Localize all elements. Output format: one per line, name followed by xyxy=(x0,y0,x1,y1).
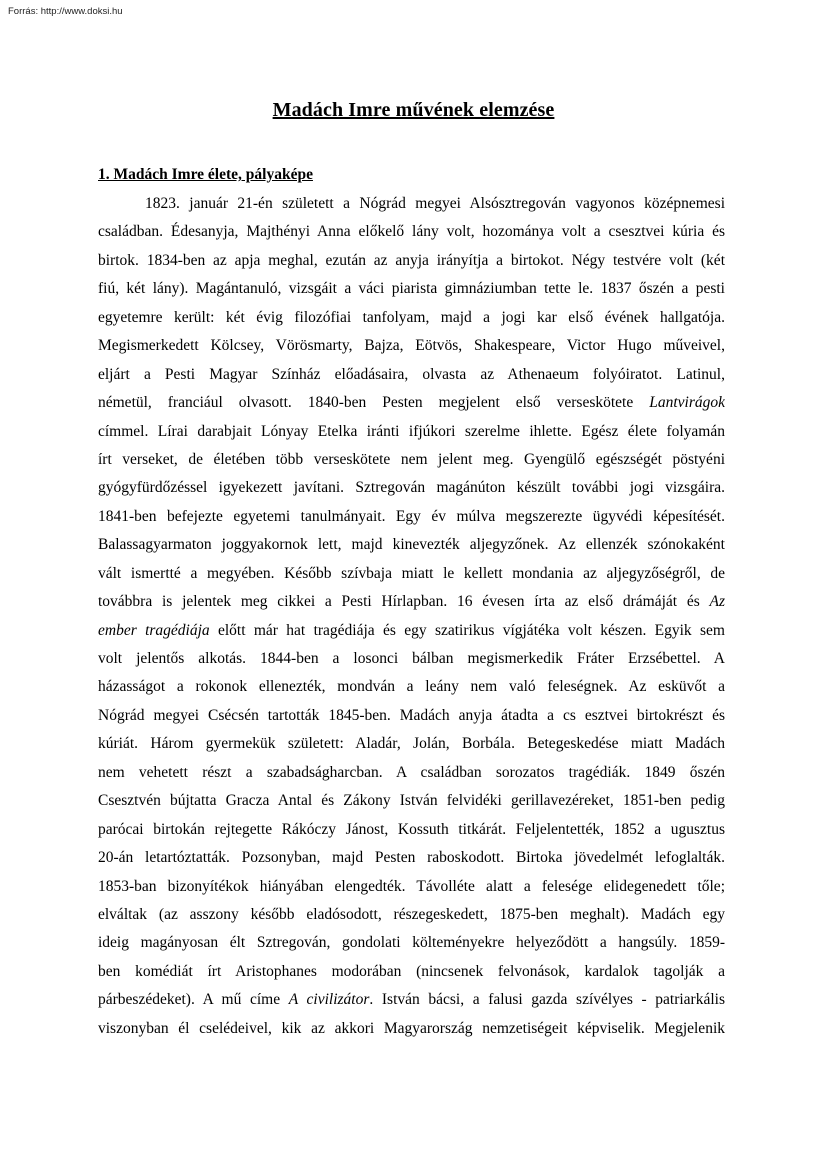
text-line xyxy=(98,1018,725,1046)
text-segment: Balassagyarmaton joggyakornok lett, majd kinevezték aljegyzőnek. Az ellenzék szónokaként xyxy=(98,536,725,554)
text-segment: fiú, két lány). Magántanuló, vizsgáit a váci piarista gimnáziumban tette le. 1837 őszén a pesti xyxy=(98,280,725,298)
text-segment: Nógrád megyei Csécsén tartották 1845-ben. Madách anyja átadta a cs esztvei birtokrészt és xyxy=(98,706,725,724)
text-segment: . István bácsi, a falusi gazda szívélyes - patriarkális xyxy=(369,991,725,1009)
text-segment: címmel. Lírai darabjait Lónyay Etelka iránti ifjúkori szerelme ihlette. Egész élete folyamán xyxy=(98,422,725,440)
text-segment: vált ismertté a megyében. Később szívbaja miatt le kellett mondania az aljegyzőségről, de xyxy=(98,564,725,582)
italic-title-text: ember tragédiája xyxy=(98,621,210,639)
text-line xyxy=(98,961,725,989)
text-line xyxy=(98,421,725,449)
text-segment: házasságot a rokonok ellenezték, mondván a leány nem való feleségnek. Az esküvőt a xyxy=(98,678,725,696)
text-line xyxy=(98,250,725,278)
italic-title-text: Az xyxy=(709,593,725,611)
text-line xyxy=(98,392,725,420)
text-segment: írt verseket, de életében több verseskötete nem jelent meg. Gyengülő egészségét pöstyéni xyxy=(98,450,725,468)
text-line xyxy=(98,221,725,249)
text-line xyxy=(98,790,725,818)
text-segment: továbbra is jelentek meg cikkei a Pesti Hírlapban. 16 évesen írta az első drámáját és xyxy=(98,593,710,611)
text-line xyxy=(98,620,725,648)
body-paragraph xyxy=(98,193,725,1046)
text-segment: elváltak (az asszony később eladósodott, részegeskedett, 1875-ben meghalt). Madách egy xyxy=(98,905,725,923)
text-line xyxy=(98,705,725,733)
text-line xyxy=(98,733,725,761)
text-line xyxy=(98,989,725,1017)
text-line xyxy=(98,563,725,591)
text-line xyxy=(98,932,725,960)
text-segment: 1853-ban bizonyítékok hiányában elengedték. Távolléte alatt a felesége elidegenedett tőle; xyxy=(98,877,725,895)
text-segment: nem vehetett részt a szabadságharcban. A családban sorozatos tragédiák. 1849 őszén xyxy=(98,763,725,781)
text-segment: eljárt a Pesti Magyar Színház előadásaira, olvasta az Athenaeum folyóiratot. Latinul, xyxy=(98,365,725,383)
text-segment: németül, franciául olvasott. 1840-ben Pesten megjelent első verseskötete xyxy=(98,394,650,412)
text-segment: ideig magányosan élt Sztregován, gondolati költeményekre helyeződött a hangsúly. 1859- xyxy=(98,934,725,952)
text-segment: 20-án letartóztatták. Pozsonyban, majd Pesten raboskodott. Birtoka jövedelmét lefoglalták. xyxy=(98,849,725,867)
text-segment: 1841-ben befejezte egyetemi tanulmányait. Egy év múlva megszerezte ügyvédi képesítését. xyxy=(98,507,725,525)
text-segment: egyetemre került: két évig filozófiai tanfolyam, majd a jogi kar első évének hallgatója. xyxy=(98,308,725,326)
source-label: Forrás: http://www.doksi.hu xyxy=(8,6,123,17)
text-line xyxy=(98,876,725,904)
text-line xyxy=(98,335,725,363)
text-line xyxy=(98,307,725,335)
text-line xyxy=(98,819,725,847)
text-line xyxy=(98,506,725,534)
text-line xyxy=(98,193,725,221)
text-segment: családban. Édesanyja, Majthényi Anna előkelő lány volt, hozománya volt a csesztvei kúria és xyxy=(98,223,725,241)
text-line xyxy=(98,762,725,790)
text-segment: ben komédiát írt Aristophanes modorában (nincsenek felvonások, kardalok tagolják a xyxy=(98,962,725,980)
text-line xyxy=(98,648,725,676)
text-line xyxy=(98,364,725,392)
text-line xyxy=(98,904,725,932)
text-segment: gyógyfürdőzéssel igyekezett javítani. Sztregován magánúton készült további jogi vizsgáira. xyxy=(98,479,725,497)
text-segment: Csesztvén bújtatta Gracza Antal és Zákony István felvidéki gerillavezéreket, 1851-ben pedig xyxy=(98,792,725,810)
text-line xyxy=(98,278,725,306)
text-segment: párbeszédeket). A mű címe xyxy=(98,991,289,1009)
text-segment: volt jelentős alkotás. 1844-ben a losonci bálban megismerkedik Fráter Erzsébettel. A xyxy=(98,650,725,667)
text-segment: kúriát. Három gyermekük született: Aladár, Jolán, Borbála. Betegeskedése miatt Madách xyxy=(98,735,725,753)
italic-title-text: A civilizátor xyxy=(288,991,370,1009)
section-heading: 1. Madách Imre élete, pályaképe xyxy=(98,166,313,183)
text-segment: előtt már hat tragédiája és egy szatirikus vígjátéka volt készen. Egyik sem xyxy=(209,621,725,639)
text-segment: Megismerkedett Kölcsey, Vörösmarty, Bajza, Eötvös, Shakespeare, Victor Hugo műveivel, xyxy=(98,337,725,355)
text-line xyxy=(98,534,725,562)
text-segment: 1823. január 21-én született a Nógrád megyei Alsósztregován vagyonos középnemesi xyxy=(145,195,725,212)
text-line xyxy=(98,676,725,704)
text-line xyxy=(98,449,725,477)
text-segment: viszonyban él cselédeivel, kik az akkori Magyarország nemzetiségeit képviselik. Megjelenik xyxy=(98,1019,725,1037)
page-title: Madách Imre művének elemzése xyxy=(272,99,555,121)
italic-title-text: Lantvirágok xyxy=(649,394,725,412)
text-line xyxy=(98,591,725,619)
text-segment: birtok. 1834-ben az apja meghal, ezután az anyja irányítja a birtokot. Négy testvére volt (két xyxy=(98,251,725,269)
text-line xyxy=(98,847,725,875)
text-segment: parócai birtokán rejtegette Rákóczy Jánost, Kossuth titkárát. Feljelentették, 1852 a ugusztus xyxy=(98,820,725,838)
text-line xyxy=(98,477,725,505)
